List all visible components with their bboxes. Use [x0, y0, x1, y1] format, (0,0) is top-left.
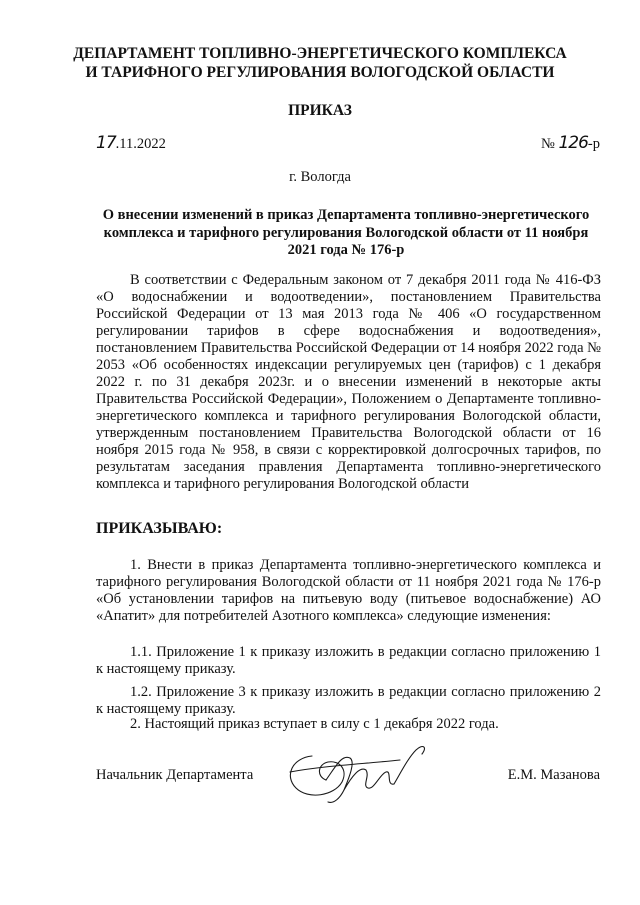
department-header: [40, 44, 600, 82]
signer-name: Е.М. Мазанова: [507, 767, 600, 783]
intro-paragraph: В соответствии с Федеральным законом от 7 декабря 2011 года № 416-ФЗ «О водоснабжении и водоотведении», постановлением Правительства Российской Федерации от 13 мая 2013 года № 406 «О государственном регулировании тарифов в сфере водоснабжения и водоотведения», постановлением Правительства Российской Федерации от 14 ноября 2022 года № 2053 «Об особенностях индексации регулируемых цен (тарифов) с 1 декабря 2022 г. по 31 декабря 2023г. и о внесении изменений в некоторые акты Правительства Российской Федерации», Положением о Департаменте топливно-энергетического комплекса и тарифного регулирования Вологодской области, утвержденным постановлением Правительства Вологодской области от 16 ноября 2015 года № 958, в связи с корректировкой долгосрочных тарифов, по результатам заседания правления Департамента топливно-энергетического комплекса и тарифного регулирования Вологодской области: [96, 272, 601, 492]
number-suffix: -р: [587, 136, 600, 152]
order-date: [96, 133, 166, 153]
order-word: ПРИКАЗЫВАЮ:: [96, 520, 223, 537]
order-subject: О внесении изменений в приказ Департамента топливно-энергетического комплекса и тарифного регулирования Вологодской области от 11 ноября 2021 года № 176-р: [102, 207, 590, 258]
signer-position: Начальник Департамента: [96, 767, 254, 783]
date-month-year: .11.2022: [115, 136, 166, 152]
date-day-handwritten: 17: [96, 133, 116, 153]
order-number: [541, 133, 600, 153]
number-prefix: №: [540, 136, 555, 152]
item-1-1: 1.1. Приложение 1 к приказу изложить в редакции согласно приложению 1 к настоящему приказу.: [96, 644, 601, 677]
item-2: 2. Настоящий приказ вступает в силу с 1 декабря 2022 года.: [130, 716, 499, 732]
city: г. Вологда: [289, 169, 351, 185]
item-1: 1. Внести в приказ Департамента топливно-энергетического комплекса и тарифного регулирования Вологодской области от 11 ноября 2021 года № 176-р «Об установлении тарифов на питьевую воду (питьевое водоснабжение) АО «Апатит» для потребителей Азотного комплекса» следующие изменения:: [96, 557, 601, 624]
number-handwritten: 126: [558, 133, 588, 153]
item-1-2: 1.2. Приложение 3 к приказу изложить в редакции согласно приложению 2 к настоящему приказу.: [96, 684, 601, 717]
handwritten-signature: [282, 736, 432, 806]
department-line-2: И ТАРИФНОГО РЕГУЛИРОВАНИЯ ВОЛОГОДСКОЙ ОБЛАСТИ: [85, 64, 555, 81]
document-type: ПРИКАЗ: [288, 102, 352, 119]
department-line-1: ДЕПАРТАМЕНТ ТОПЛИВНО-ЭНЕРГЕТИЧЕСКОГО КОМПЛЕКСА: [73, 45, 567, 62]
